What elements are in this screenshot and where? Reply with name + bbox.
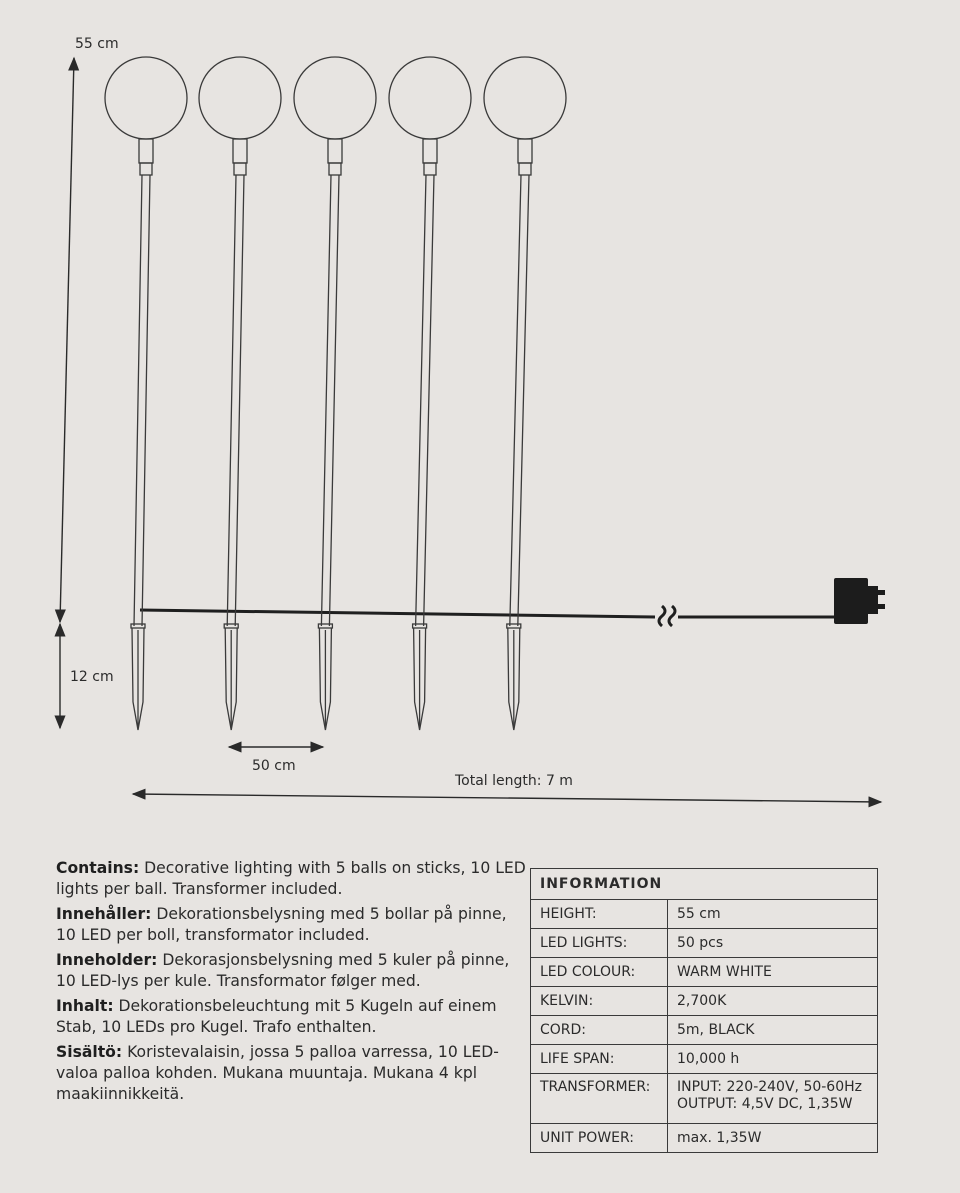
stake-length-label: 12 cm: [70, 669, 114, 685]
cable-break-icon: [659, 606, 675, 626]
table-row: HEIGHT: 55 cm: [531, 900, 878, 929]
contents-sv: Innehåller: Dekorationsbelysning med 5 bollar på pinne, 10 LED per boll, transformator included.: [56, 905, 507, 944]
contents-en: Contains: Decorative lighting with 5 balls on sticks, 10 LED lights per ball. Transformer included.: [56, 859, 526, 898]
contents-fi: Sisältö: Koristevalaisin, jossa 5 palloa varressa, 10 LED-valoa palloa kohden. Mukana muuntaja. Mukana 4 kpl maakiinnikkeitä.: [56, 1043, 499, 1103]
contents-de: Inhalt: Dekorationsbeleuchtung mit 5 Kugeln auf einem Stab, 10 LEDs pro Kugel. Trafo enthalten.: [56, 997, 497, 1036]
ball-light: [199, 57, 281, 730]
total-length-label: Total length: 7 m: [455, 773, 573, 789]
table-row: TRANSFORMER: INPUT: 220-240V, 50-60Hz OUTPUT: 4,5V DC, 1,35W: [531, 1074, 878, 1124]
ball-light: [294, 57, 376, 730]
table-row: LED COLOUR: WARM WHITE: [531, 958, 878, 987]
contents-description: [56, 858, 526, 1109]
total-length-dimension-line: [133, 794, 881, 802]
table-row: KELVIN: 2,700K: [531, 987, 878, 1016]
table-row: UNIT POWER: max. 1,35W: [531, 1124, 878, 1153]
height-dimension-line: [60, 58, 74, 622]
information-title: INFORMATION: [531, 869, 878, 900]
ball-light: [484, 57, 566, 730]
cable: [140, 610, 655, 617]
information-table: [530, 868, 878, 1153]
height-label: 55 cm: [75, 36, 119, 52]
table-row: CORD: 5m, BLACK: [531, 1016, 878, 1045]
spacing-label: 50 cm: [252, 758, 296, 774]
table-row: LED LIGHTS: 50 pcs: [531, 929, 878, 958]
ball-light: [105, 57, 187, 730]
table-row: LIFE SPAN: 10,000 h: [531, 1045, 878, 1074]
ball-light: [389, 57, 471, 730]
transformer-icon: [834, 578, 885, 624]
contents-no: Inneholder: Dekorasjonsbelysning med 5 kuler på pinne, 10 LED-lys per kule. Transformator følger med.: [56, 951, 510, 990]
